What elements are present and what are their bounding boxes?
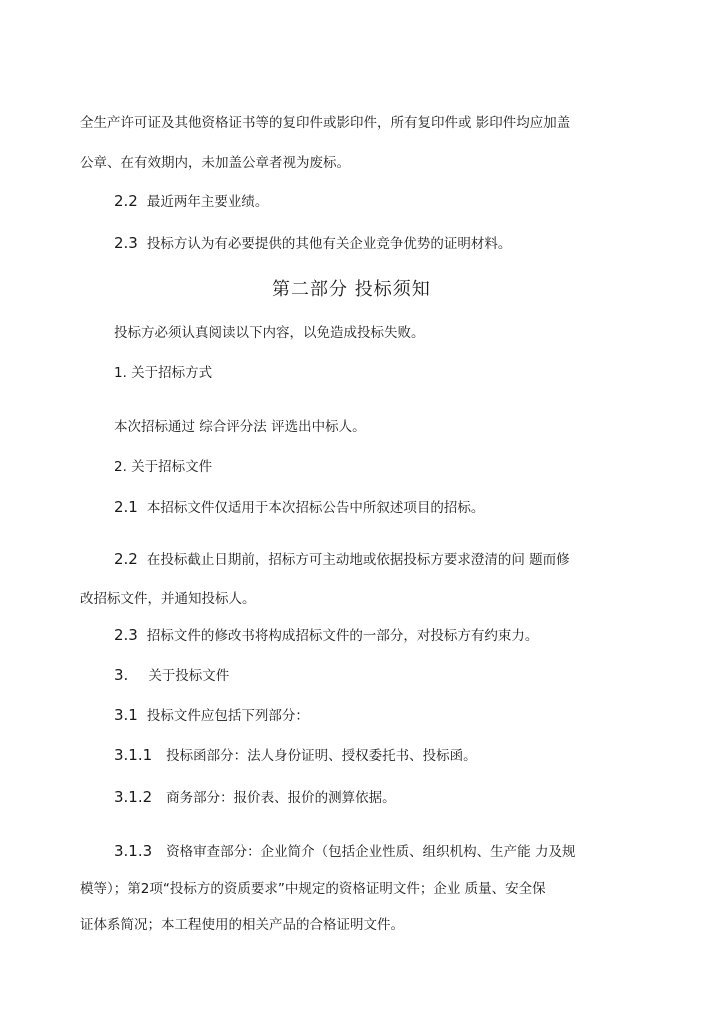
section-number: 2.2 <box>114 550 138 568</box>
section-title: 2. 关于招标文件 <box>114 459 213 475</box>
part-heading: 第二部分 投标须知 <box>272 279 431 300</box>
section-text: 本招标文件仅适用于本次招标公告中所叙述项目的招标。 <box>146 500 485 516</box>
section-2-2b <box>114 550 570 569</box>
section-2-1 <box>114 498 484 517</box>
section-text: 招标文件的修改书将构成招标文件的一部分，对投标方有约束力。 <box>146 628 539 644</box>
section-number: 2.2 <box>114 192 138 210</box>
section-number: 3.1 <box>114 706 138 724</box>
section-body: 本次招标通过 综合评分法 评选出中标人。 <box>114 419 366 435</box>
section-2-2 <box>114 192 268 211</box>
section-3-1-3 <box>114 842 575 861</box>
section-text: 在投标截止日期前，招标方可主动地或依据投标方要求澄清的问 题而修 <box>146 552 570 568</box>
section-number: 2.3 <box>114 234 138 252</box>
section-title: 1. 关于招标方式 <box>114 365 213 381</box>
section-number: 3.1.1 <box>114 746 153 764</box>
intro-text: 投标方必须认真阅读以下内容，以免造成投标失败。 <box>114 325 425 341</box>
section-number: 2.1 <box>114 498 138 516</box>
section-text: 商务部分：报价表、报价的测算依据。 <box>166 790 396 806</box>
section-text: 投标文件应包括下列部分： <box>146 708 309 724</box>
section-3-1 <box>114 706 309 725</box>
section-text: 投标函部分：法人身份证明、授权委托书、投标函。 <box>166 748 477 764</box>
section-text: 投标方认为有必要提供的其他有关企业竞争优势的证明材料。 <box>146 236 512 252</box>
section-3 <box>114 666 229 685</box>
paragraph-line: 改招标文件，并通知投标人。 <box>80 591 256 607</box>
section-number: 2.3 <box>114 626 138 644</box>
section-text: 资格审查部分：企业简介（包括企业性质、组织机构、生产能 力及规 <box>166 844 576 860</box>
section-number: 3. <box>114 666 129 684</box>
section-text: 最近两年主要业绩。 <box>146 194 269 210</box>
section-number: 3.1.3 <box>114 842 153 860</box>
section-2-3 <box>114 234 511 253</box>
section-3-1-1 <box>114 746 477 765</box>
section-number: 3.1.2 <box>114 788 153 806</box>
paragraph-line: 公章、在有效期内，未加盖公章者视为废标。 <box>80 155 350 171</box>
paragraph-line: 证体系简况；本工程使用的相关产品的合格证明文件。 <box>80 917 404 933</box>
paragraph-line: 模等）；第2项“投标方的资质要求”中规定的资格证明文件；企业 质量、安全保 <box>80 881 546 897</box>
section-2-3b <box>114 626 538 645</box>
paragraph-line: 全生产许可证及其他资格证书等的复印件或影印件，所有复印件或 影印件均应加盖 <box>80 115 571 131</box>
section-text: 关于投标文件 <box>148 668 230 684</box>
section-3-1-2 <box>114 788 396 807</box>
